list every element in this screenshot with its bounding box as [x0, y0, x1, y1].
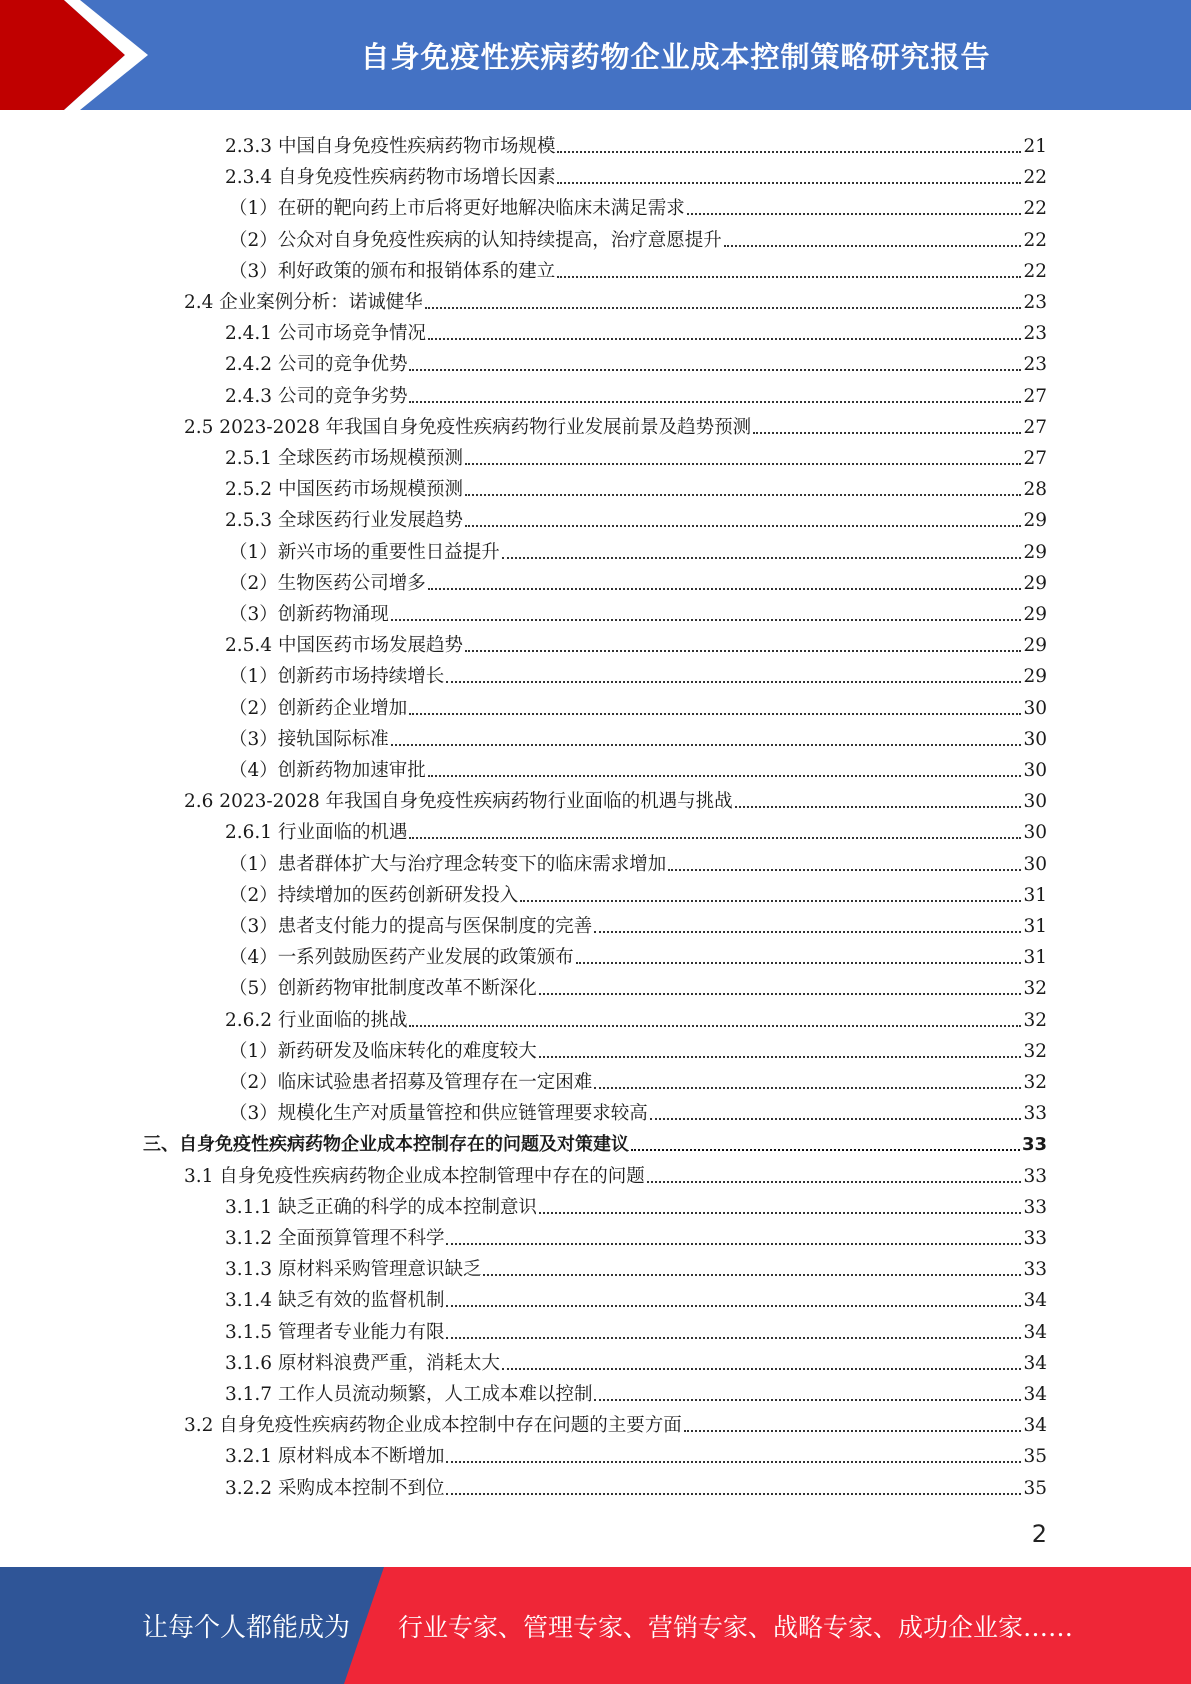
toc-entry-page: 33 [1023, 1228, 1047, 1249]
toc-entry-label: （1）创新药市场持续增长 [229, 666, 445, 688]
toc-entry-page: 31 [1023, 884, 1047, 906]
toc-leader-dots [539, 1055, 1022, 1058]
toc-entry-page: 28 [1023, 479, 1047, 501]
toc-entry[interactable] [225, 439, 1047, 470]
toc-leader-dots [557, 181, 1021, 184]
toc-entry-page: 29 [1023, 572, 1047, 594]
toc-entry[interactable] [184, 1406, 1047, 1437]
toc-entry-page: 30 [1023, 697, 1047, 719]
toc-entry-label: 3.1.3 原材料采购管理意识缺乏 [225, 1259, 482, 1281]
toc-entry-page: 32 [1023, 1009, 1047, 1031]
toc-entry-page: 30 [1023, 853, 1047, 875]
toc-entry-label: （2）公众对自身免疫性疾病的认知持续提高，治疗意愿提升 [229, 229, 722, 251]
toc-leader-dots [409, 712, 1021, 715]
toc-entry[interactable] [229, 564, 1047, 595]
page-footer [0, 1567, 1191, 1684]
toc-entry-label: （5）创新药物审批制度改革不断深化 [229, 978, 537, 1000]
toc-leader-dots [687, 212, 1022, 215]
toc-entry[interactable] [225, 1344, 1047, 1375]
toc-entry[interactable] [229, 969, 1047, 1000]
toc-entry-page: 30 [1023, 760, 1047, 781]
toc-entry-label: （1）新兴市场的重要性日益提升 [229, 541, 500, 563]
toc-entry-label: （3）规模化生产对质量管控和供应链管理要求较高 [229, 1103, 648, 1125]
toc-entry[interactable] [229, 720, 1047, 751]
toc-entry-page: 34 [1023, 1415, 1047, 1437]
toc-entry-label: 2.4 企业案例分析：诺诚健华 [184, 292, 423, 313]
toc-entry-page: 35 [1023, 1446, 1047, 1468]
toc-leader-dots [446, 1336, 1021, 1339]
toc-entry[interactable] [229, 845, 1047, 876]
toc-leader-dots [753, 431, 1021, 434]
toc-entry[interactable] [229, 221, 1047, 252]
toc-entry-label: 3.2 自身免疫性疾病药物企业成本控制中存在问题的主要方面 [184, 1415, 682, 1437]
toc-entry-label: （2）临床试验患者招募及管理存在一定困难 [229, 1072, 593, 1093]
toc-leader-dots [594, 1398, 1021, 1401]
toc-entry[interactable] [225, 345, 1047, 376]
toc-entry-page: 21 [1023, 136, 1047, 157]
toc-entry-label: 2.5.4 中国医药市场发展趋势 [225, 635, 463, 657]
toc-entry[interactable] [229, 1063, 1047, 1094]
toc-entry[interactable] [143, 1125, 1047, 1156]
toc-entry[interactable] [225, 1001, 1047, 1032]
toc-entry[interactable] [225, 377, 1047, 408]
toc-leader-dots [428, 774, 1022, 777]
toc-entry-page: 34 [1023, 1321, 1047, 1343]
toc-entry[interactable] [225, 1281, 1047, 1312]
toc-entry-label: 3.1.1 缺乏正确的科学的成本控制意识 [225, 1196, 537, 1218]
toc-entry[interactable] [229, 689, 1047, 720]
toc-leader-dots [520, 899, 1021, 902]
toc-entry-label: 2.6.2 行业面临的挑战 [225, 1009, 408, 1031]
toc-entry[interactable] [225, 501, 1047, 532]
toc-entry[interactable] [225, 314, 1047, 345]
toc-entry-label: 3.1.7 工作人员流动频繁，人工成本难以控制 [225, 1384, 593, 1405]
toc-entry-label: （2）生物医药公司增多 [229, 572, 426, 594]
toc-entry-label: 2.5.2 中国医药市场规模预测 [225, 479, 463, 501]
toc-entry[interactable] [229, 751, 1047, 782]
toc-leader-dots [557, 275, 1021, 278]
toc-entry-label: 3.2.2 采购成本控制不到位 [225, 1477, 445, 1499]
toc-entry-page: 35 [1023, 1477, 1047, 1499]
toc-entry-page: 27 [1023, 416, 1047, 438]
toc-entry[interactable] [229, 657, 1047, 688]
toc-entry[interactable] [225, 1375, 1047, 1406]
toc-leader-dots [502, 556, 1022, 559]
toc-leader-dots [465, 462, 1021, 465]
toc-entry-label: （1）患者群体扩大与治疗理念转变下的临床需求增加 [229, 853, 667, 875]
toc-leader-dots [409, 400, 1021, 403]
toc-entry-label: 2.3.3 中国自身免疫性疾病药物市场规模 [225, 136, 556, 157]
toc-entry-label: 3.2.1 原材料成本不断增加 [225, 1446, 445, 1468]
toc-entry-page: 34 [1023, 1290, 1047, 1312]
toc-leader-dots [594, 930, 1021, 933]
toc-leader-dots [465, 649, 1021, 652]
toc-entry-label: （2）持续增加的医药创新研发投入 [229, 884, 519, 906]
toc-entry[interactable] [225, 470, 1047, 501]
toc-entry-page: 33 [1023, 1103, 1047, 1125]
toc-entry[interactable] [229, 1032, 1047, 1063]
toc-leader-dots [428, 587, 1022, 590]
toc-entry-page: 23 [1023, 292, 1047, 313]
toc-leader-dots [391, 618, 1022, 621]
toc-entry-label: （3）患者支付能力的提高与医保制度的完善 [229, 916, 593, 937]
toc-entry[interactable] [225, 1188, 1047, 1219]
toc-entry-page: 30 [1023, 822, 1047, 844]
toc-entry-label: （3）创新药物涌现 [229, 604, 389, 625]
toc-entry[interactable] [225, 1219, 1047, 1250]
toc-entry-label: 三、自身免疫性疾病药物企业成本控制存在的问题及对策建议 [143, 1134, 629, 1156]
toc-entry-page: 33 [1021, 1134, 1047, 1156]
toc-leader-dots [650, 1117, 1022, 1120]
toc-entry-label: 2.4.2 公司的竞争优势 [225, 354, 408, 376]
toc-entry-page: 33 [1023, 1259, 1047, 1281]
toc-entry-page: 22 [1023, 229, 1047, 251]
toc-entry-label: （1）在研的靶向药上市后将更好地解决临床未满足需求 [229, 198, 685, 220]
toc-leader-dots [539, 992, 1022, 995]
toc-leader-dots [446, 1304, 1021, 1307]
toc-entry[interactable] [225, 813, 1047, 844]
toc-entry-page: 27 [1023, 448, 1047, 469]
toc-entry[interactable] [225, 1250, 1047, 1281]
toc-entry[interactable] [229, 938, 1047, 969]
toc-entry[interactable] [229, 189, 1047, 220]
toc-entry-label: 2.3.4 自身免疫性疾病药物市场增长因素 [225, 167, 556, 189]
toc-leader-dots [391, 743, 1022, 746]
toc-leader-dots [539, 1211, 1021, 1214]
toc-entry-label: （4）创新药物加速审批 [229, 760, 426, 781]
page-header [0, 0, 1191, 110]
toc-entry[interactable] [229, 595, 1047, 626]
toc-entry[interactable] [225, 127, 1047, 158]
toc-entry-page: 22 [1023, 260, 1047, 282]
toc-entry-label: （4）一系列鼓励医药产业发展的政策颁布 [229, 947, 574, 969]
toc-entry-page: 31 [1023, 947, 1047, 969]
toc-entry[interactable] [229, 1094, 1047, 1125]
toc-entry-page: 32 [1023, 1072, 1047, 1093]
toc-entry[interactable] [229, 876, 1047, 907]
toc-entry-label: 2.5.3 全球医药行业发展趋势 [225, 510, 463, 532]
toc-leader-dots [576, 961, 1022, 964]
toc-entry-label: （3）利好政策的颁布和报销体系的建立 [229, 260, 556, 282]
toc-leader-dots [409, 368, 1021, 371]
toc-entry[interactable] [225, 1437, 1047, 1468]
toc-entry-label: 3.1.2 全面预算管理不科学 [225, 1228, 445, 1249]
toc-entry-label: 3.1.6 原材料浪费严重，消耗太大 [225, 1352, 500, 1374]
toc-leader-dots [557, 150, 1021, 153]
toc-entry-page: 33 [1023, 1165, 1047, 1187]
page-number: 2 [1031, 1520, 1047, 1548]
toc-entry-label: 2.6.1 行业面临的机遇 [225, 822, 408, 844]
toc-entry-label: 2.5.1 全球医药市场规模预测 [225, 448, 463, 469]
toc-leader-dots [446, 1460, 1021, 1463]
toc-entry[interactable] [229, 533, 1047, 564]
toc-entry-page: 32 [1023, 1040, 1047, 1062]
toc-entry-label: 3.1.5 管理者专业能力有限 [225, 1321, 445, 1343]
toc-entry-label: （3）接轨国际标准 [229, 728, 389, 750]
toc-entry-page: 30 [1023, 791, 1047, 813]
toc-entry-label: 3.1.4 缺乏有效的监督机制 [225, 1290, 445, 1312]
toc-entry-label: 2.4.1 公司市场竞争情况 [225, 323, 426, 345]
toc-leader-dots [483, 1273, 1021, 1276]
toc-leader-dots [668, 868, 1021, 871]
toc-leader-dots [594, 1086, 1021, 1089]
toc-leader-dots [425, 306, 1022, 309]
toc-entry-page: 29 [1023, 541, 1047, 563]
toc-entry[interactable] [229, 907, 1047, 938]
report-title: 自身免疫性疾病药物企业成本控制策略研究报告 [360, 39, 991, 74]
toc-leader-dots [446, 680, 1021, 683]
toc-entry-page: 29 [1023, 666, 1047, 688]
toc-leader-dots [409, 1024, 1021, 1027]
toc-entry-page: 31 [1023, 916, 1047, 937]
toc-entry[interactable] [225, 626, 1047, 657]
toc-entry-page: 27 [1023, 385, 1047, 407]
toc-leader-dots [631, 1148, 1020, 1151]
toc-leader-dots [724, 244, 1022, 247]
toc-entry-label: 2.6 2023-2028 年我国自身免疫性疾病药物行业面临的机遇与挑战 [184, 791, 733, 813]
footer-slogan: 让每个人都能成为 [142, 1613, 351, 1643]
toc-entry-label: 2.4.3 公司的竞争劣势 [225, 385, 408, 407]
toc-entry-page: 34 [1023, 1384, 1047, 1405]
toc-leader-dots [502, 1367, 1021, 1370]
toc-entry-label: 2.5 2023-2028 年我国自身免疫性疾病药物行业发展前景及趋势预测 [184, 416, 752, 438]
toc-entry-page: 34 [1023, 1352, 1047, 1374]
toc-entry[interactable] [184, 782, 1047, 813]
toc-entry-page: 29 [1023, 604, 1047, 625]
toc-entry-page: 30 [1023, 728, 1047, 750]
toc-entry[interactable] [225, 158, 1047, 189]
toc-leader-dots [446, 1492, 1021, 1495]
toc-leader-dots [647, 1180, 1022, 1183]
toc-leader-dots [735, 805, 1022, 808]
footer-roles: 行业专家、管理专家、营销专家、战略专家、成功企业家…… [398, 1612, 1074, 1642]
toc-entry[interactable] [184, 408, 1047, 439]
toc-entry[interactable] [184, 1157, 1047, 1188]
toc-leader-dots [465, 493, 1021, 496]
toc-entry-page: 23 [1023, 323, 1047, 345]
toc-entry-page: 29 [1023, 510, 1047, 532]
toc-entry-page: 23 [1023, 354, 1047, 376]
toc-leader-dots [446, 1242, 1021, 1245]
toc-entry-page: 33 [1023, 1196, 1047, 1218]
toc-entry[interactable] [225, 1469, 1047, 1500]
toc-entry-label: （1）新药研发及临床转化的难度较大 [229, 1040, 537, 1062]
toc-entry[interactable] [225, 1313, 1047, 1344]
header-arrow-decoration [0, 0, 160, 110]
toc-entry[interactable] [229, 252, 1047, 283]
toc-entry-page: 29 [1023, 635, 1047, 657]
toc-leader-dots [409, 836, 1021, 839]
toc-entry-page: 22 [1023, 198, 1047, 220]
toc-entry-label: 3.1 自身免疫性疾病药物企业成本控制管理中存在的问题 [184, 1165, 645, 1187]
toc-entry-page: 32 [1023, 978, 1047, 1000]
toc-leader-dots [428, 337, 1021, 340]
toc-entry-page: 22 [1023, 167, 1047, 189]
toc-entry[interactable] [184, 283, 1047, 314]
toc-entry-label: （2）创新药企业增加 [229, 697, 408, 719]
toc-leader-dots [684, 1429, 1022, 1432]
toc-leader-dots [465, 524, 1021, 527]
